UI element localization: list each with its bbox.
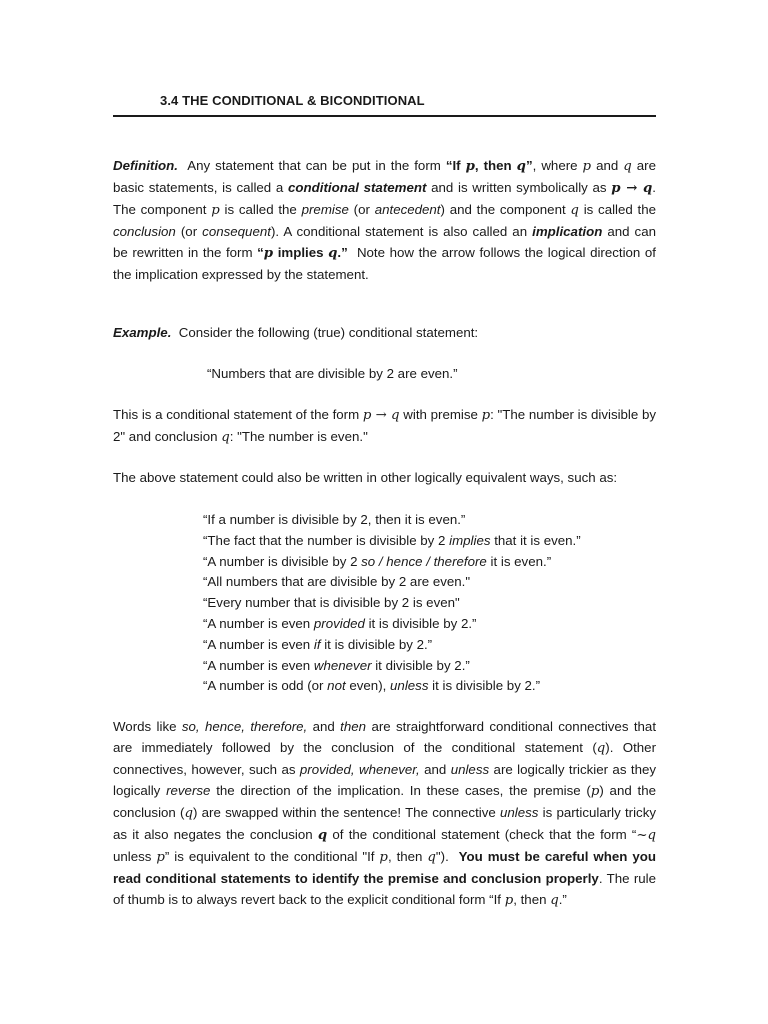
- equivalent-statement: “The fact that the number is divisible by 2 implies that it is even.”: [203, 532, 581, 548]
- example-explanation: This is a conditional statement of the form p → q with premise p: "The number is divisible by 2" and conclusion q: "The number is even.": [113, 407, 657, 445]
- connectives-paragraph: Words like so, hence, therefore, and then are straightforward conditional connectives that are immediately followed by the conclusion of the conditional statement (q). Other connectives, however, such as provided, whenever, and unless are logically trickier as they logically reverse the direction of the implication. In these cases, the premise (p) and the conclusion (q) are swapped within the sentence! The connective unless is particularly tricky as it also negates the conclusion q of the conditional statement (check that the form “~q unless p” is equivalent to the conditional "If p, then q"). You must be careful when you read conditional statements to identify the premise and conclusion properly. The rule of thumb is to always revert back to the explicit conditional form “If p, then q.”: [113, 719, 657, 908]
- term-conditional-statement: conditional statement: [288, 180, 427, 195]
- equivalent-statement: “A number is even if it is divisible by 2.”: [203, 636, 433, 652]
- equivalent-statement: “A number is even provided it is divisible by 2.”: [203, 615, 477, 631]
- equivalent-statement: “If a number is divisible by 2, then it is even.”: [203, 512, 466, 527]
- title-underline: [113, 115, 656, 117]
- example-intro: Example. Consider the following (true) conditional statement:: [113, 325, 479, 340]
- term-implication: implication: [532, 224, 603, 239]
- definition-label: Definition.: [113, 158, 178, 173]
- example-label: Example.: [113, 325, 172, 340]
- equivalent-statement: “A number is odd (or not even), unless it is divisible by 2.”: [203, 678, 541, 694]
- equivalent-statement: “A number is even whenever it divisible by 2.”: [203, 657, 470, 673]
- equivalent-statement: “Every number that is divisible by 2 is even": [203, 595, 460, 611]
- definition-paragraph: Definition. Any statement that can be put in the form “If p, then q”, where p and q are basic statements, is called a conditional statement and is written symbolically as p → q. The component p is called the premise (or antecedent) and the component q is called the conclusion (or consequent). A conditional statement is also called an implication and can be rewritten in the form “p implies q.” Note how the arrow follows the logical direction of the implication expressed by the statement.: [113, 158, 657, 282]
- equivalent-statement: “All numbers that are divisible by 2 are even.": [203, 574, 471, 590]
- equivalent-statements-list: [203, 510, 581, 697]
- equivalent-statement: “A number is divisible by 2 so / hence / therefore it is even.”: [203, 553, 552, 569]
- section-title: 3.4 THE CONDITIONAL & BICONDITIONAL: [160, 93, 425, 108]
- example-quote: “Numbers that are divisible by 2 are even.”: [207, 366, 458, 381]
- equivalent-ways-intro: The above statement could also be written in other logically equivalent ways, such as:: [113, 470, 618, 485]
- careful-warning: You must be careful when you read conditional statements to identify the premise and conclusion properly: [113, 849, 656, 886]
